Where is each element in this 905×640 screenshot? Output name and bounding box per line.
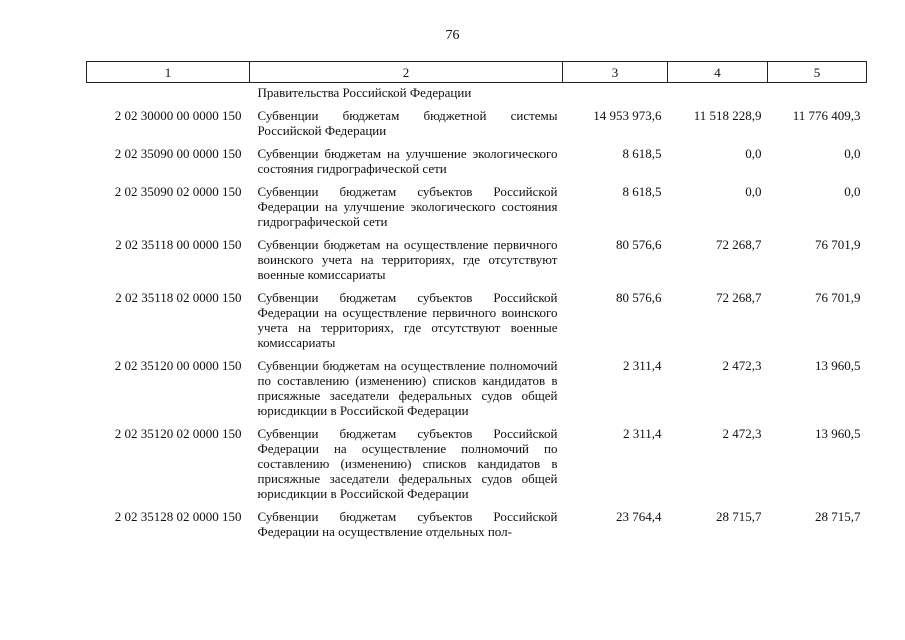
row-value-col4: 0,0 — [745, 146, 762, 161]
row-name: Субвенции бюджетам субъектов Российской Федерации на улучшение экологического состояния гидрографической сети — [257, 184, 558, 229]
row-code: 2 02 35090 02 0000 150 — [114, 184, 242, 199]
row-value-col5: 76 701,9 — [815, 237, 861, 252]
table-row — [87, 138, 867, 176]
row-name: Субвенции бюджетам субъектов Российской Федерации на осуществление первичного воинского учета на территориях, где отсутствуют военные комиссариаты — [257, 290, 558, 350]
column-header-5: 5 — [768, 62, 867, 83]
row-value-col3: 2 311,4 — [622, 426, 662, 441]
row-value-col5: 0,0 — [844, 184, 861, 199]
row-value-col3: 80 576,6 — [616, 290, 662, 305]
header-row — [87, 62, 867, 83]
table-body — [87, 83, 867, 540]
row-name: Субвенции бюджетам на осуществление первичного воинского учета на территориях, где отсутствуют военные комиссариаты — [257, 237, 558, 282]
row-value-col4: 72 268,7 — [716, 237, 762, 252]
table-row — [87, 282, 867, 350]
column-header-1: 1 — [87, 62, 250, 83]
table-row — [87, 229, 867, 282]
row-value-col3: 2 311,4 — [622, 358, 662, 373]
table-row-continuation — [87, 83, 867, 101]
row-name: Субвенции бюджетам на осуществление полномочий по составлению (изменению) списков кандидатов в присяжные заседатели федеральных судов общей юрисдикции в Российской Федерации — [257, 358, 558, 418]
column-header-3: 3 — [563, 62, 668, 83]
row-code: 2 02 35120 00 0000 150 — [114, 358, 242, 373]
column-header-4: 4 — [668, 62, 768, 83]
row-value-col3 — [563, 83, 668, 101]
row-name: Субвенции бюджетам бюджетной системы Российской Федерации — [257, 108, 558, 138]
row-value-col4 — [668, 83, 768, 101]
row-value-col5: 0,0 — [844, 146, 861, 161]
row-value-col3: 23 764,4 — [616, 509, 662, 524]
table-row — [87, 418, 867, 501]
table-row — [87, 501, 867, 539]
row-name: Субвенции бюджетам субъектов Российской Федерации на осуществление полномочий по составлению (изменению) списков кандидатов в присяжные заседатели федеральных судов общей юрисдикции в Российской Федерации — [257, 426, 558, 501]
row-code: 2 02 35118 00 0000 150 — [115, 237, 242, 252]
row-code: 2 02 35128 02 0000 150 — [114, 509, 242, 524]
row-code: 2 02 30000 00 0000 150 — [114, 108, 242, 123]
table-row — [87, 100, 867, 138]
row-value-col5 — [768, 83, 867, 101]
row-value-col5: 76 701,9 — [815, 290, 861, 305]
row-value-col5: 11 776 409,3 — [792, 108, 861, 123]
row-value-col5: 28 715,7 — [815, 509, 861, 524]
row-value-col3: 8 618,5 — [622, 146, 662, 161]
row-value-col4: 0,0 — [745, 184, 762, 199]
row-code: 2 02 35120 02 0000 150 — [114, 426, 242, 441]
table-row — [87, 176, 867, 229]
row-code: 2 02 35118 02 0000 150 — [115, 290, 242, 305]
row-value-col4: 11 518 228,9 — [693, 108, 762, 123]
row-code: 2 02 35090 00 0000 150 — [114, 146, 242, 161]
table-row — [87, 350, 867, 418]
row-value-col5: 13 960,5 — [815, 358, 861, 373]
column-header-2: 2 — [250, 62, 563, 83]
row-value-col4: 2 472,3 — [722, 426, 762, 441]
row-value-col4: 72 268,7 — [716, 290, 762, 305]
row-value-col3: 14 953 973,6 — [593, 108, 662, 123]
row-name: Субвенции бюджетам субъектов Российской Федерации на осуществление отдельных пол- — [257, 509, 558, 539]
row-name: Правительства Российской Федерации — [257, 85, 472, 100]
row-value-col3: 80 576,6 — [616, 237, 662, 252]
row-value-col3: 8 618,5 — [622, 184, 662, 199]
row-value-col4: 28 715,7 — [716, 509, 762, 524]
budget-revenue-table — [86, 61, 867, 539]
table-header — [87, 62, 867, 83]
row-value-col4: 2 472,3 — [722, 358, 762, 373]
row-name: Субвенции бюджетам на улучшение экологического состояния гидрографической сети — [257, 146, 558, 176]
row-code — [87, 83, 250, 101]
row-value-col5: 13 960,5 — [815, 426, 861, 441]
page-number: 76 — [445, 28, 460, 43]
